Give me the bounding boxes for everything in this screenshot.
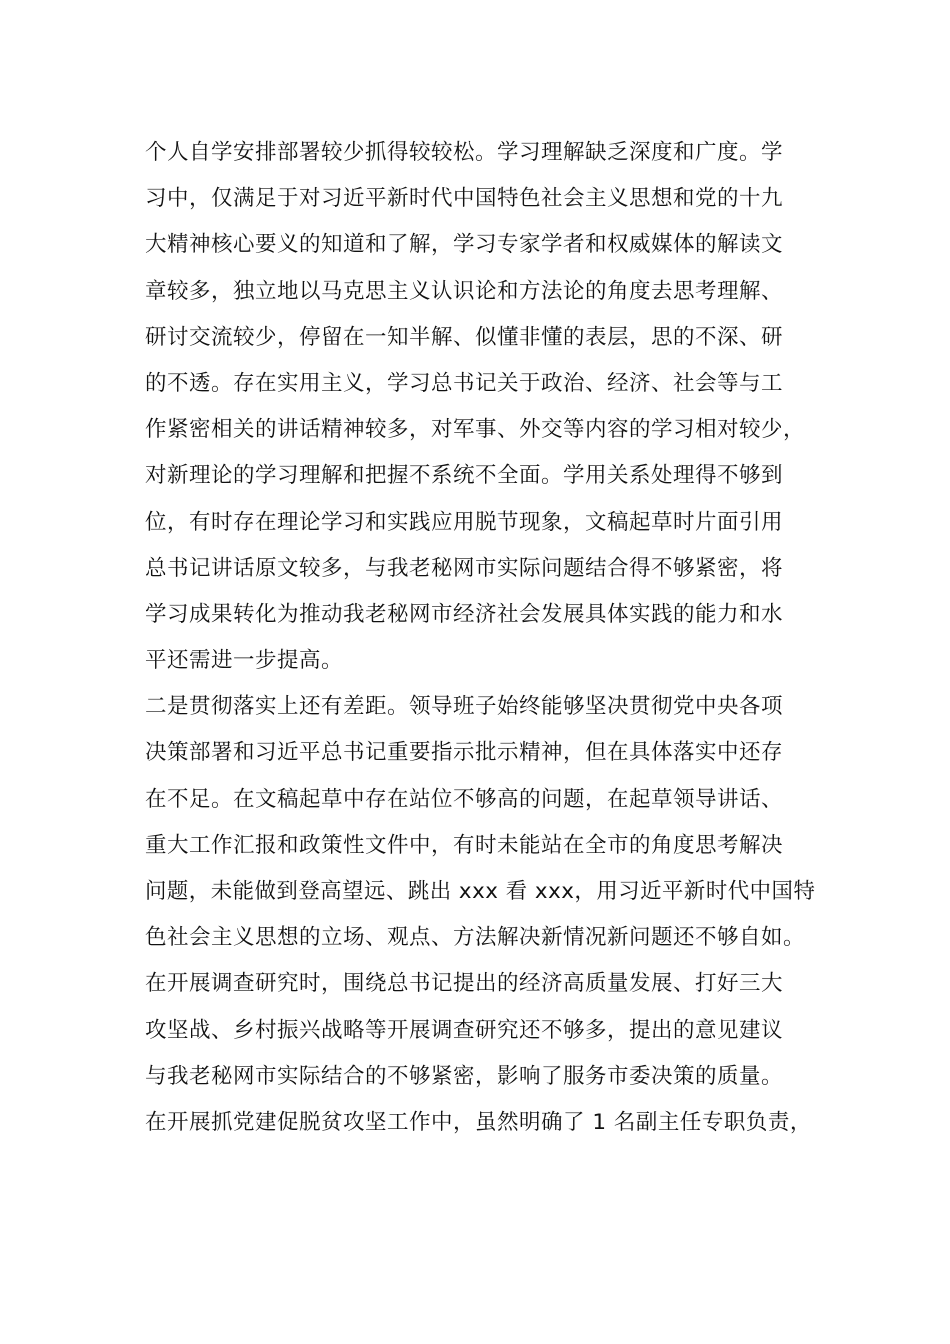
text-line: 学习成果转化为推动我老秘网市经济社会发展具体实践的能力和水 xyxy=(145,601,784,627)
text-line: 决策部署和习近平总书记重要指示批示精神，但在具体落实中还存 xyxy=(145,740,784,766)
text-line: 研讨交流较少，停留在一知半解、似懂非懂的表层，思的不深、研 xyxy=(145,324,784,350)
text-line: 在开展抓党建促脱贫攻坚工作中，虽然明确了 1 名副主任专职负责， xyxy=(145,1109,812,1135)
text-line: 个人自学安排部署较少抓得较较松。学习理解缺乏深度和广度。学 xyxy=(145,140,784,165)
document-body xyxy=(145,130,815,1146)
text-line: 章较多，独立地以马克思主义认识论和方法论的角度去思考理解、 xyxy=(145,278,784,304)
text-line: 作紧密相关的讲话精神较多，对军事、外交等内容的学习相对较少， xyxy=(145,417,806,443)
text-line: 与我老秘网市实际结合的不够紧密，影响了服务市委决策的质量。 xyxy=(145,1063,784,1089)
text-line: 攻坚战、乡村振兴战略等开展调查研究还不够多，提出的意见建议 xyxy=(145,1017,784,1043)
text-line: 的不透。存在实用主义，学习总书记关于政治、经济、社会等与工 xyxy=(145,370,784,396)
text-line: 习中，仅满足于对习近平新时代中国特色社会主义思想和党的十九 xyxy=(145,186,784,212)
text-line: 位，有时存在理论学习和实践应用脱节现象，文稿起草时片面引用 xyxy=(145,509,784,535)
text-line: 平还需进一步提高。 xyxy=(145,648,344,674)
text-line: 在不足。在文稿起草中存在站位不够高的问题，在起草领导讲话、 xyxy=(145,786,784,812)
text-line: 在开展调查研究时，围绕总书记提出的经济高质量发展、打好三大 xyxy=(145,971,784,997)
text-line: 重大工作汇报和政策性文件中，有时未能站在全市的角度思考解决 xyxy=(145,832,784,858)
text-line: 对新理论的学习理解和把握不系统不全面。学用关系处理得不够到 xyxy=(145,463,784,489)
text-line: 总书记讲话原文较多，与我老秘网市实际问题结合得不够紧密，将 xyxy=(145,555,784,581)
text-line: 问题，未能做到登高望远、跳出 xxx 看 xxx，用习近平新时代中国特 xyxy=(145,879,816,904)
text-line: 色社会主义思想的立场、观点、方法解决新情况新问题还不够自如。 xyxy=(145,925,806,951)
text-line: 大精神核心要义的知道和了解，学习专家学者和权威媒体的解读文 xyxy=(145,232,784,258)
text-line: 二是贯彻落实上还有差距。领导班子始终能够坚决贯彻党中央各项 xyxy=(145,694,784,720)
